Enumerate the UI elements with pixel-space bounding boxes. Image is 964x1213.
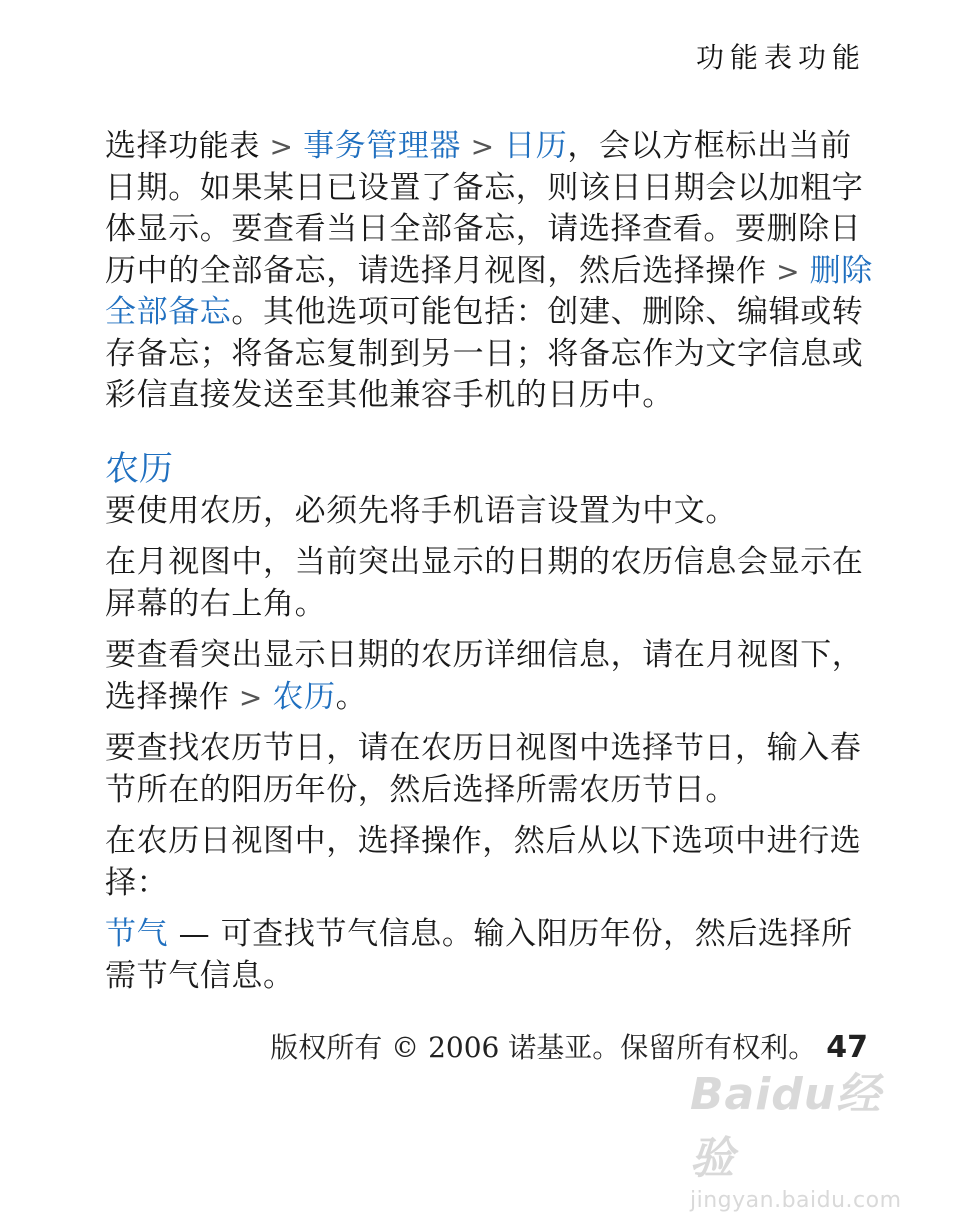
calendar-paragraph xyxy=(105,126,875,417)
text-run: 选择 xyxy=(105,128,169,164)
text-run: 。要删除日历中的全部备忘，请选择月视图，然后选择 xyxy=(105,211,862,289)
menu-term: 节日 xyxy=(673,731,736,766)
path-separator: > xyxy=(229,680,273,714)
solar-term-paragraph xyxy=(105,914,875,997)
lunar-intro-paragraph: 要使用农历，必须先将手机语言设置为中文。 xyxy=(105,492,737,529)
text-run: 在农历日视图中，选择 xyxy=(105,823,421,859)
running-header: 功能表功能 xyxy=(695,41,866,74)
menu-link-lunar: 农历 xyxy=(272,678,336,715)
menu-term: 功能表 xyxy=(168,129,261,164)
menu-link-delete-all-notes: 删除全部备忘 xyxy=(105,252,873,330)
text-run: — 可查找节气信息。输入阳历年份，然后选择所需节气信息。 xyxy=(105,916,853,994)
path-separator: > xyxy=(766,254,810,288)
text-run: ，然后从以下选项中进行选择： xyxy=(105,823,862,901)
page-body xyxy=(105,126,875,997)
page-number: 47 xyxy=(826,1030,868,1065)
text-run: ，会以方框标出当前日期。如果某日已设置了备忘，则该日日期会以加粗字体显示。要查看当日全部备忘，请选择 xyxy=(105,128,864,247)
menu-term: 操作 xyxy=(421,824,483,859)
baidu-watermark xyxy=(690,1058,920,1213)
copyright-text: 版权所有 © 2006 诺基亚。保留所有权利。 xyxy=(270,1031,817,1064)
lunar-festival-paragraph xyxy=(105,728,875,811)
lunar-options-paragraph xyxy=(105,821,875,904)
menu-term: 查看 xyxy=(642,212,704,247)
text-run: 要查看突出显示日期的农历详细信息，请在月视图下，选择 xyxy=(105,637,864,715)
path-separator: > xyxy=(461,130,505,163)
lunar-month-view-paragraph: 在月视图中，当前突出显示的日期的农历信息会显示在屏幕的右上角。 xyxy=(105,544,864,622)
path-separator: > xyxy=(260,130,304,163)
menu-link-calendar: 日历 xyxy=(504,128,568,164)
menu-term: 操作 xyxy=(705,253,767,289)
watermark-url: jingyan.baidu.com xyxy=(690,1188,902,1213)
text-run: ，输入春节所在的阳历年份，然后选择所需农历节日。 xyxy=(105,730,862,808)
menu-link-solar-term: 节气 xyxy=(105,916,169,952)
menu-term: 操作 xyxy=(168,679,230,715)
watermark-logo: Baidu经验 xyxy=(690,1069,882,1184)
menu-link-organizer: 事务管理器 xyxy=(303,128,462,164)
text-run: 。 xyxy=(335,678,368,715)
text-run: 。其他选项可能包括：创建、删除、编辑或转存备忘；将备忘复制到另一日；将备忘作为文字信息或彩信直接发送至其他兼容手机的日历中。 xyxy=(105,294,864,413)
lunar-detail-paragraph xyxy=(105,635,875,718)
text-run: 要查找农历节日，请在农历日视图中选择 xyxy=(105,730,674,766)
section-heading: 农历 xyxy=(105,448,173,489)
